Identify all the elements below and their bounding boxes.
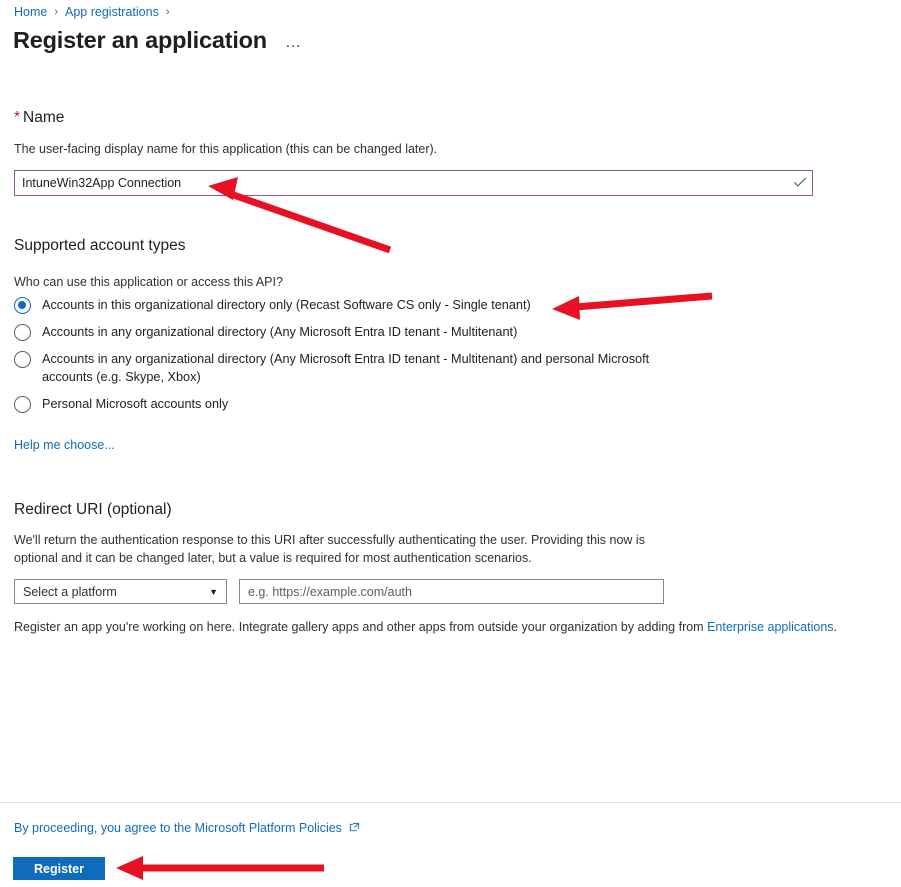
breadcrumb-separator-icon: › <box>54 6 59 18</box>
breadcrumb-item-app-registrations[interactable]: App registrations <box>65 5 159 19</box>
external-link-icon <box>349 822 360 833</box>
breadcrumb-separator-icon-2: › <box>165 6 170 18</box>
radio-icon-single-tenant[interactable] <box>14 297 31 314</box>
redirect-uri-input[interactable] <box>239 579 664 604</box>
policy-text-wrap <box>14 821 360 835</box>
footer-divider <box>0 802 901 803</box>
radio-label-multitenant: Accounts in any organizational directory (Any Microsoft Entra ID tenant - Multitenant) <box>42 325 518 340</box>
help-me-choose-link-wrap <box>14 438 115 452</box>
account-types-radio-group <box>14 296 774 422</box>
account-types-description: Who can use this application or access this API? <box>14 275 283 289</box>
name-input[interactable] <box>14 170 813 196</box>
radio-label-multitenant-personal: Accounts in any organizational directory (Any Microsoft Entra ID tenant - Multitenant) and personal Microsoft accounts (e.g. Skype, Xbox) <box>42 352 650 385</box>
name-label <box>14 109 64 127</box>
breadcrumb-item-home[interactable]: Home <box>14 5 48 19</box>
chevron-down-icon: ▼ <box>209 586 218 597</box>
arrow-to-register-button <box>116 856 324 880</box>
enterprise-applications-link[interactable]: Enterprise applications <box>707 620 834 634</box>
radio-icon-multitenant-personal[interactable] <box>14 351 31 368</box>
platform-select[interactable] <box>14 579 227 604</box>
more-actions-icon[interactable]: … <box>284 33 303 51</box>
radio-option-multitenant-personal[interactable] <box>14 350 774 386</box>
radio-label-single-tenant: Accounts in this organizational directory only (Recast Software CS only - Single tenant) <box>42 298 531 312</box>
redirect-uri-description: We'll return the authentication response to this URI after successfully authenticating the user. Providing this now is optional and it can be changed later, but a value is required for most authentication scenarios. <box>14 533 645 566</box>
register-button[interactable]: Register <box>13 857 105 880</box>
radio-icon-personal-only[interactable] <box>14 396 31 413</box>
radio-option-single-tenant[interactable] <box>14 296 774 314</box>
radio-option-multitenant[interactable] <box>14 323 774 341</box>
help-me-choose-link[interactable]: Help me choose... <box>14 438 115 452</box>
account-types-heading: Supported account types <box>14 237 186 254</box>
register-footnote-suffix: . <box>833 620 838 634</box>
radio-option-personal-only[interactable] <box>14 395 774 413</box>
title-row <box>13 28 302 54</box>
register-footnote-prefix: Register an app you're working on here. Integrate gallery apps and other apps from outside your organization by adding from <box>14 620 708 634</box>
platform-policies-link[interactable]: By proceeding, you agree to the Microsoft Platform Policies <box>14 821 342 835</box>
redirect-uri-heading: Redirect URI (optional) <box>14 501 172 518</box>
name-label-text: Name <box>23 109 65 126</box>
page-title: Register an application <box>13 27 267 53</box>
radio-label-personal-only: Personal Microsoft accounts only <box>42 397 229 412</box>
breadcrumb <box>14 5 170 19</box>
register-footnote <box>14 620 837 634</box>
platform-select-value: Select a platform <box>23 584 117 599</box>
required-marker: * <box>14 109 21 126</box>
radio-icon-multitenant[interactable] <box>14 324 31 341</box>
name-description: The user-facing display name for this application (this can be changed later). <box>14 142 438 156</box>
